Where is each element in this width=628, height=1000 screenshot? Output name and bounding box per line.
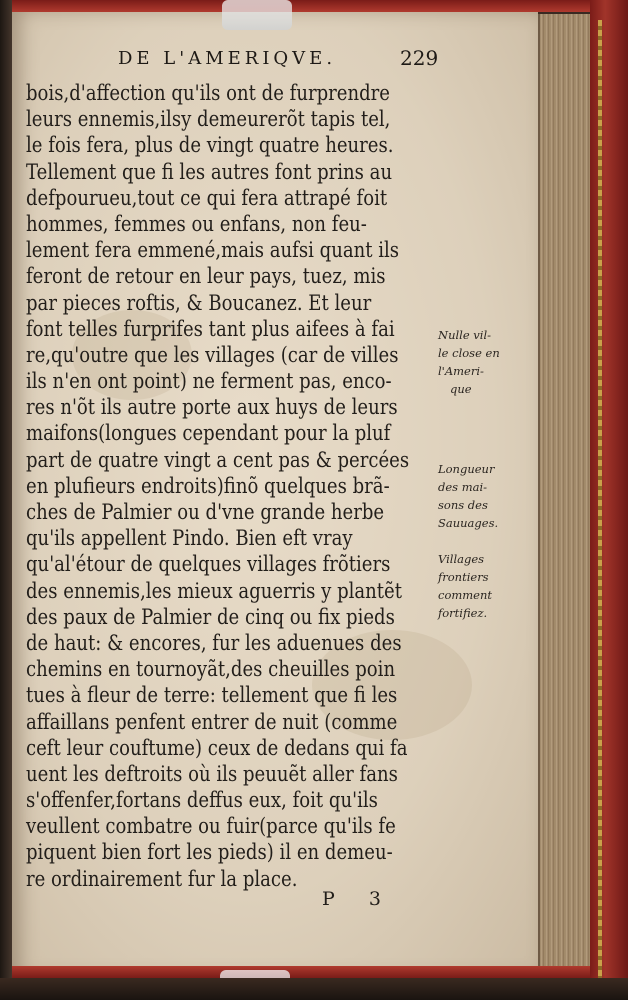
text-line: font telles furprifes tant plus aifees à fai	[26, 316, 395, 341]
text-line: res n'õt ils autre porte aux huys de leurs	[26, 395, 398, 420]
text-line: de haut: & encores, fur les aduenues des	[26, 630, 402, 655]
text-line: bois,d'affection qu'ils ont de furprendre	[26, 81, 390, 105]
signature-mark: P 3	[322, 888, 395, 910]
text-line: re,qu'outre que les villages (car de villes	[26, 342, 399, 367]
page-edges	[538, 14, 592, 976]
text-line: ceft leur couftume) ceux de dedans qui fa	[26, 735, 408, 760]
text-line: ches de Palmier ou d'vne grande herbe	[26, 500, 385, 524]
text-line: des paux de Palmier de cinq ou fix pieds	[26, 604, 395, 629]
text-line: s'offenfer,fortans deffus eux, foit qu'ils	[26, 788, 378, 813]
text-line: defpourueu,tout ce qui fera attrapé foit	[26, 185, 388, 210]
text-line: maifons(longues cependant pour la pluf	[26, 421, 391, 446]
margin-note-villages: Villages frontiers comment fortifiez.	[438, 552, 493, 620]
page-clip-top	[222, 0, 292, 30]
text-line: veullent combatre ou fuir(parce qu'ils fe	[26, 814, 396, 839]
text-line: en plufieurs endroits)finõ quelques brã-	[26, 473, 390, 498]
text-line: piquent bien fort les pieds) il en demeu-	[26, 840, 393, 865]
book-cover	[590, 0, 628, 1000]
text-line: affaillans penfent entrer de nuit (comme	[26, 709, 398, 734]
text-line: par pieces roftis, & Boucanez. Et leur	[26, 290, 372, 315]
text-line: feront de retour en leur pays, tuez, mis	[26, 264, 386, 289]
gilt-edge	[598, 20, 602, 980]
text-line: Tellement que fi les autres font prins au	[26, 159, 393, 184]
text-line: uent les deftroits où ils peuuẽt aller fans	[26, 761, 398, 786]
scan-bottom-shadow	[0, 978, 628, 1000]
margin-note-longueur: Longueur des mai- sons des Sauuages.	[438, 462, 499, 530]
text-line: tues à fleur de terre: tellement que fi les	[26, 683, 398, 708]
running-title: DE L'AMERIQVE.	[118, 48, 337, 69]
binding-bottom-edge	[12, 966, 602, 978]
page-number: 229	[400, 46, 439, 70]
text-line: ils n'en ont point) ne ferment pas, enco-	[26, 369, 392, 394]
text-line: hommes, femmes ou enfans, non feu-	[26, 211, 367, 236]
margin-note-nulle-ville: Nulle vil- le close en l'Ameri- que	[438, 328, 500, 396]
text-line: leurs ennemis,ilsy demeurerõt tapis tel,	[26, 107, 391, 132]
binding-top-edge	[12, 0, 602, 12]
body-text	[26, 80, 446, 892]
text-line: qu'al'étour de quelques villages frõtiers	[26, 552, 391, 577]
text-line: le fois fera, plus de vingt quatre heures.	[26, 133, 394, 158]
text-line: chemins en tournoyãt,des cheuilles poin	[26, 657, 396, 682]
text-line: des ennemis,les mieux aguerris y plantẽt	[26, 578, 403, 603]
text-line: re ordinairement fur la place.	[26, 866, 298, 891]
text-line: qu'ils appellent Pindo. Bien eft vray	[26, 526, 353, 551]
text-line: lement fera emmené,mais aufsi quant ils	[26, 238, 400, 263]
text-line: part de quatre vingt a cent pas & percées	[26, 447, 410, 472]
